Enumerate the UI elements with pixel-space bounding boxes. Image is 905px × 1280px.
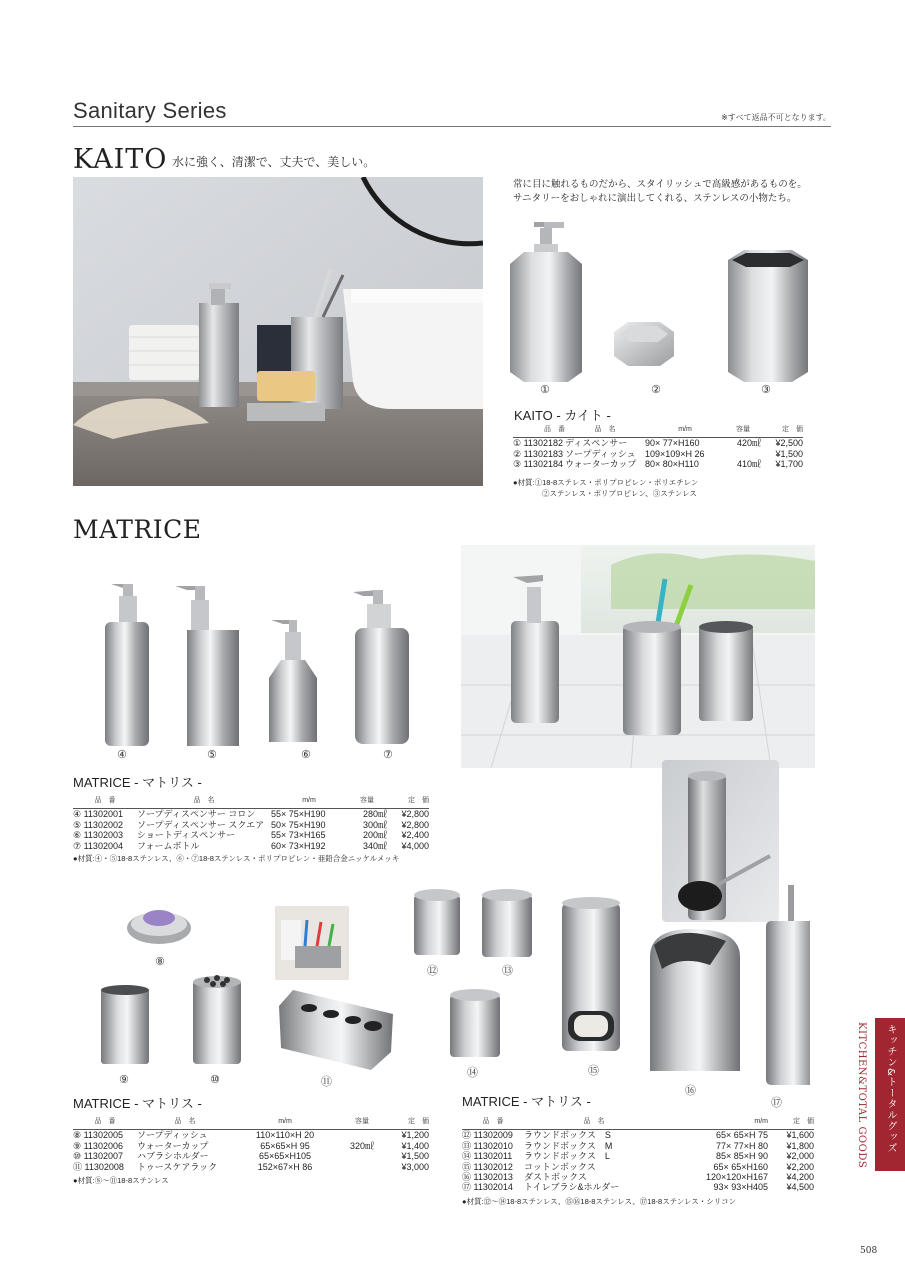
row-size: 85× 85×H 90	[715, 1151, 768, 1162]
row-code: 11302006	[83, 1140, 123, 1151]
kaito-header-size: m/m	[645, 425, 725, 438]
matrice-group2-material: ●材質:⑧〜⑪18-8ステンレス	[73, 1176, 169, 1185]
g1-header-size: m/m	[271, 796, 347, 809]
matrice-item-number-12: ⑫	[427, 964, 438, 977]
row-code: 11302002	[83, 819, 123, 830]
kaito-description	[513, 178, 833, 206]
table-row	[73, 820, 429, 830]
kaito-title: KAITO	[73, 144, 168, 175]
row-name: ラウンドボックス L	[524, 1151, 610, 1162]
matrice-group1-material: ●材質:④・⑤18-8ステンレス、⑥・⑦18-8ステンレス・ポリプロピレン・亜鉛合金ニッケルメッキ	[73, 854, 400, 863]
page-number: 508	[860, 1246, 878, 1256]
row-size: 65×65×H 95	[260, 1140, 310, 1151]
row-price: ¥4,000	[401, 840, 429, 851]
row-capacity: 320㎖	[349, 1140, 375, 1151]
row-price: ¥4,200	[786, 1172, 814, 1183]
row-number: ④	[73, 809, 82, 820]
row-price: ¥1,700	[775, 459, 803, 470]
g2-header-code: 品 番	[73, 1117, 137, 1130]
row-capacity: 340㎖	[362, 840, 387, 851]
matrice-group3-material: ●材質:⑫〜⑭18-8ステンレス、⑮⑯18-8ステンレス、⑰18-8ステンレス・シリコン	[462, 1197, 737, 1206]
row-price: ¥2,800	[401, 809, 429, 820]
matrice-item-number-8: ⑧	[155, 955, 165, 968]
kaito-material-line1: ●材質:①18-8ステレス・ポリプロピレン・ポリエチレン	[513, 478, 699, 487]
matrice-item-number-11: ⑪	[321, 1075, 332, 1088]
category-tab-label-jp: キッチン&トータルグッズ	[885, 1024, 896, 1154]
matrice-item-number-9: ⑨	[119, 1073, 129, 1086]
table-row	[462, 1130, 814, 1141]
row-name: ウォーターカップ	[565, 459, 637, 470]
row-number: ⑰	[462, 1182, 472, 1193]
table-row	[462, 1151, 814, 1161]
kaito-description-line1: 常に目に触れるものだから、スタイリッシュで高級感があるものを。	[513, 179, 807, 190]
kaito-item-number-3: ③	[761, 383, 771, 396]
kaito-spec-table	[513, 425, 803, 470]
row-number: ⑬	[462, 1140, 472, 1151]
kaito-tagline: 水に強く、清潔で、丈夫で、美しい。	[172, 155, 376, 169]
row-code: 11302011	[473, 1151, 513, 1162]
row-code: 11302007	[83, 1151, 123, 1162]
g1-header-capacity: 容量	[347, 796, 387, 809]
row-size: 65× 65×H 75	[715, 1130, 768, 1141]
kaito-material-note	[513, 477, 698, 499]
row-price: ¥2,000	[786, 1151, 814, 1162]
row-code: 11302009	[473, 1130, 513, 1141]
table-row	[73, 1162, 429, 1172]
row-size: 50× 75×H190	[271, 819, 326, 830]
matrice-boxes-image	[410, 885, 810, 1085]
table-row	[73, 830, 429, 840]
series-title: Sanitary Series	[73, 98, 227, 123]
row-number: ③	[513, 459, 522, 470]
row-number: ⑫	[462, 1130, 472, 1141]
row-capacity: 420㎖	[736, 438, 761, 449]
row-number: ⑨	[73, 1140, 82, 1151]
g3-header-code: 品 番	[462, 1117, 524, 1130]
category-tab-label-en: KITCHEN&TOTAL GOODS	[856, 1022, 867, 1169]
row-number: ⑪	[73, 1161, 83, 1172]
row-capacity: 410㎖	[736, 459, 761, 470]
row-price: ¥1,500	[775, 448, 803, 459]
g2-header-capacity: 容量	[337, 1117, 387, 1130]
row-capacity	[337, 1151, 387, 1161]
kaito-description-line2: サニタリーをおしゃれに演出してくれる、ステンレスの小物たち。	[513, 193, 797, 204]
row-name: ソープディッシュ	[137, 1130, 208, 1141]
row-size: 55× 75×H190	[271, 809, 326, 820]
matrice-item-number-5: ⑤	[207, 748, 217, 761]
kaito-header-capacity: 容量	[725, 425, 761, 438]
kaito-item-number-1: ①	[540, 383, 550, 396]
g3-header-name: 品 名	[524, 1117, 664, 1130]
g1-header-code: 品 番	[73, 796, 137, 809]
row-name: ソープディッシュ	[565, 448, 636, 459]
matrice-item-number-10: ⑩	[210, 1073, 220, 1086]
row-size: 110×110×H 20	[255, 1130, 315, 1141]
row-number: ⑮	[462, 1161, 472, 1172]
row-name: コットンボックス	[524, 1161, 596, 1172]
row-number: ①	[513, 438, 522, 449]
matrice-item-number-13: ⑬	[502, 964, 513, 977]
row-code: 11302005	[83, 1130, 123, 1141]
row-capacity: 280㎖	[362, 809, 387, 820]
row-size: 65× 65×H160	[713, 1161, 768, 1172]
table-row	[462, 1141, 814, 1151]
no-returns-note: ※すべて返品不可となります。	[721, 113, 831, 122]
kaito-lifestyle-photo	[73, 177, 483, 486]
kaito-header-name: 品 名	[565, 425, 645, 438]
row-capacity	[337, 1162, 387, 1172]
matrice-group1-spec-table	[73, 796, 429, 851]
row-code: 11302183	[523, 448, 563, 459]
row-size: 109×109×H 26	[645, 448, 705, 459]
table-row	[513, 438, 803, 449]
matrice-item-number-16: ⑯	[685, 1084, 696, 1097]
row-name: ソープディスペンサー スクエア	[137, 819, 265, 830]
row-name: ダストボックス	[524, 1172, 587, 1183]
row-number: ⑩	[73, 1151, 82, 1162]
g2-header-price: 定 価	[387, 1117, 429, 1130]
row-name: ラウンドボックス S	[524, 1130, 611, 1141]
row-price: ¥1,800	[786, 1140, 814, 1151]
matrice-item-number-6: ⑥	[301, 748, 311, 761]
matrice-bath-items-image	[95, 902, 400, 1072]
row-code: 11302003	[83, 830, 123, 841]
table-row	[73, 1141, 429, 1151]
row-price: ¥1,400	[401, 1140, 429, 1151]
matrice-item-number-7: ⑦	[383, 748, 393, 761]
matrice-item-number-17: ⑰	[771, 1096, 782, 1109]
row-capacity: 300㎖	[362, 819, 387, 830]
matrice-group1-section-name: MATRICE - マトリス -	[73, 775, 202, 790]
matrice-item-number-14: ⑭	[467, 1066, 478, 1079]
kaito-item-number-2: ②	[651, 383, 661, 396]
g3-header-price: 定 価	[768, 1117, 814, 1130]
row-price: ¥1,600	[786, 1130, 814, 1141]
row-code: 11302014	[473, 1182, 513, 1193]
table-row	[513, 449, 803, 459]
g2-header-name: 品 名	[137, 1117, 233, 1130]
kaito-section-name: KAITO - カイト -	[514, 408, 611, 423]
row-size: 65×65×H105	[258, 1151, 312, 1162]
row-name: ラウンドボックス M	[524, 1140, 613, 1151]
kaito-header-code: 品 番	[513, 425, 565, 438]
row-price: ¥2,500	[775, 438, 803, 449]
row-name: ソープディスペンサー コロン	[137, 809, 256, 820]
matrice-group2-spec-table	[73, 1117, 429, 1172]
row-name: トゥースケアラック	[137, 1161, 218, 1172]
matrice-group3-spec-table	[462, 1117, 814, 1193]
row-number: ⑧	[73, 1130, 82, 1141]
row-name: トイレブラシ&ホルダー	[524, 1182, 620, 1193]
kaito-material-line2: ②ステンレス・ポリプロピレン、③ステンレス	[542, 489, 697, 498]
header-divider	[73, 126, 831, 127]
row-number: ②	[513, 448, 522, 459]
row-size: 80× 80×H110	[645, 459, 699, 470]
g1-header-name: 品 名	[137, 796, 271, 809]
matrice-dispensers-image	[95, 582, 415, 748]
table-row	[462, 1162, 814, 1172]
row-code: 11302010	[473, 1140, 513, 1151]
row-price: ¥2,200	[786, 1161, 814, 1172]
row-price: ¥1,200	[401, 1130, 429, 1141]
row-number: ⑦	[73, 840, 82, 851]
row-number: ⑥	[73, 830, 82, 841]
row-capacity	[337, 1130, 387, 1141]
row-price: ¥2,800	[401, 819, 429, 830]
row-name: ショートディスペンサー	[137, 830, 236, 841]
row-code: 11302004	[83, 840, 123, 851]
g3-header-size: m/m	[664, 1117, 768, 1130]
row-capacity: 200㎖	[362, 830, 387, 841]
row-price: ¥1,500	[401, 1151, 429, 1162]
row-code: 11302182	[523, 438, 563, 449]
matrice-group3-section-name: MATRICE - マトリス -	[462, 1094, 591, 1109]
row-code: 11302008	[84, 1161, 124, 1172]
kaito-header-price: 定 価	[761, 425, 803, 438]
table-row	[73, 809, 429, 820]
table-row	[462, 1172, 814, 1182]
matrice-item-number-4: ④	[117, 748, 127, 761]
table-row	[73, 1151, 429, 1161]
row-price: ¥3,000	[401, 1161, 429, 1172]
matrice-title: MATRICE	[73, 515, 202, 544]
row-price: ¥2,400	[401, 830, 429, 841]
row-size: 60× 73×H192	[271, 840, 326, 851]
row-code: 11302001	[83, 809, 123, 820]
table-row	[73, 1130, 429, 1141]
row-name: ウォーターカップ	[137, 1140, 209, 1151]
row-size: 55× 73×H165	[271, 830, 326, 841]
row-code: 11302013	[473, 1172, 513, 1183]
table-row	[462, 1182, 814, 1192]
row-code: 11302184	[523, 459, 563, 470]
row-size: 93× 93×H405	[713, 1182, 768, 1193]
row-size: 120×120×H167	[705, 1172, 768, 1183]
row-name: ハブラシホルダー	[137, 1151, 209, 1162]
matrice-item-number-15: ⑮	[588, 1064, 599, 1077]
row-code: 11302012	[473, 1161, 513, 1172]
row-number: ⑭	[462, 1151, 472, 1162]
row-size: 152×67×H 86	[257, 1161, 313, 1172]
kaito-products-image	[500, 222, 812, 384]
row-number: ⑤	[73, 819, 82, 830]
row-price: ¥4,500	[786, 1182, 814, 1193]
row-name: ディスペンサー	[565, 438, 628, 449]
row-size: 90× 77×H160	[645, 438, 700, 449]
row-number: ⑯	[462, 1172, 472, 1183]
row-capacity	[725, 449, 761, 459]
row-size: 77× 77×H 80	[715, 1140, 768, 1151]
g2-header-size: m/m	[233, 1117, 337, 1130]
matrice-group2-section-name: MATRICE - マトリス -	[73, 1096, 202, 1111]
table-row	[73, 841, 429, 851]
row-name: フォームボトル	[137, 840, 200, 851]
g1-header-price: 定 価	[387, 796, 429, 809]
matrice-lifestyle-photo	[461, 545, 815, 768]
table-row	[513, 459, 803, 469]
